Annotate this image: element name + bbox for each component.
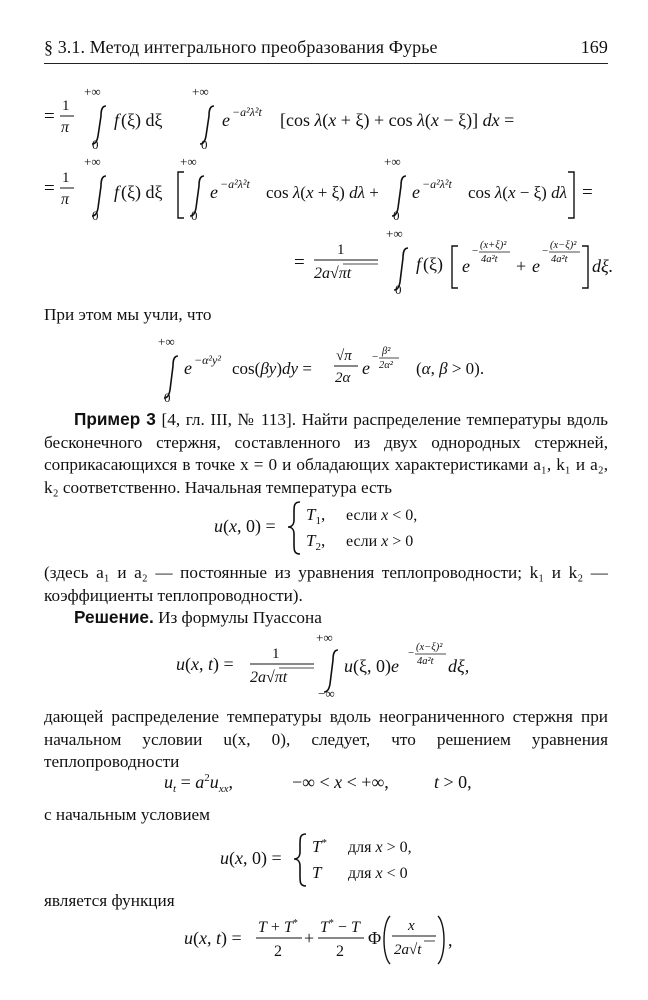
equation-2 (44, 150, 604, 225)
note-paragraph: (здесь a₁ и a₂ — постоянные из уравнения теплопроводности; k₁ и k₂ — коэффициенты теплопроводности). (44, 563, 608, 605)
svg-text:t > 0,: t > 0, (434, 772, 472, 792)
svg-text:+: + (516, 256, 527, 276)
svg-text:cos λ(x + ξ) dλ +: cos λ(x + ξ) dλ + (266, 183, 379, 202)
svg-text:T: T (312, 863, 322, 882)
svg-text:−∞: −∞ (318, 686, 335, 701)
svg-text:f: f (114, 110, 120, 130)
example-label: Пример 3 (74, 409, 156, 429)
svg-text:0: 0 (92, 208, 99, 223)
svg-text:e: e (222, 110, 230, 130)
svg-text:u(x, 0) =: u(x, 0) = (220, 848, 282, 868)
svg-text:0: 0 (201, 137, 208, 152)
paragraph-after-poisson: дающей распределение температуры вдоль неограниченного стержня при начальном условии u(x, 0), следует, что решением уравнения теплопроводности (44, 707, 608, 771)
svg-text:2a√πt: 2a√πt (250, 669, 288, 686)
svg-text:2a√t: 2a√t (394, 942, 422, 958)
svg-text:если x > 0: если x > 0 (346, 533, 414, 550)
svg-text:(x−ξ)²: (x−ξ)² (550, 240, 577, 251)
svg-text:0: 0 (393, 208, 400, 223)
svg-text:1: 1 (272, 646, 280, 662)
svg-text:cos(βy)dy =: cos(βy)dy = (232, 359, 312, 378)
svg-text:=: = (44, 178, 55, 199)
example-3-paragraph (44, 408, 608, 499)
svg-text:−: − (472, 245, 479, 257)
svg-text:f: f (416, 254, 422, 274)
svg-text:dξ,: dξ, (448, 656, 470, 676)
svg-text:T1,: $T_1$, (306, 505, 326, 527)
svg-text:T + T*: T + T* (258, 918, 298, 936)
svg-text:4a²t: 4a²t (551, 254, 568, 265)
svg-text:=: = (44, 106, 55, 127)
svg-text:(α, β > 0).: (α, β > 0). (416, 359, 485, 378)
svg-text:+∞: +∞ (316, 630, 333, 645)
svg-text:0: 0 (395, 282, 402, 297)
svg-text:4a²t: 4a²t (481, 254, 498, 265)
svg-text:T2,: $T_2$, (306, 531, 326, 553)
equation-5 (214, 496, 454, 558)
svg-text:+∞: +∞ (180, 154, 197, 169)
svg-text:=: = (294, 252, 305, 273)
svg-text:ut = a2uxx,: $u_t = a^2u_{xx}$, (164, 772, 233, 795)
svg-text:u(x, t) =: u(x, t) = (184, 928, 242, 948)
svg-text:π: π (61, 191, 70, 208)
svg-text:−∞ < x < +∞,: −∞ < x < +∞, (292, 772, 389, 792)
svg-text:−a²λ²t: −a²λ²t (422, 177, 452, 191)
svg-text:T*: T* (312, 837, 327, 856)
svg-text:e: e (184, 358, 192, 378)
svg-text:=: = (582, 182, 593, 203)
paragraph-initial-condition: с начальным условием (44, 805, 211, 824)
svg-text:4a²t: 4a²t (417, 656, 434, 667)
svg-text:e: e (362, 358, 370, 378)
svg-text:0: 0 (164, 390, 171, 405)
equation-9 (184, 908, 484, 972)
svg-text:2α: 2α (335, 370, 351, 386)
equation-1 (44, 80, 564, 150)
svg-text:u(ξ, 0)e: u(ξ, 0)e (344, 656, 400, 676)
solution-body: Из формулы Пуассона (158, 608, 322, 627)
svg-text:Φ: Φ (368, 928, 382, 948)
header-rule (44, 63, 608, 64)
svg-text:,: , (448, 930, 453, 950)
svg-text:+: + (304, 928, 315, 948)
svg-text:+∞: +∞ (84, 84, 101, 99)
paragraph-function: является функция (44, 891, 175, 910)
svg-text:dξ.: dξ. (592, 256, 614, 276)
svg-text:2a√πt: 2a√πt (314, 265, 352, 282)
example-body: Найти распределение температуры вдоль бесконечного стержня, составленного из двух однородных стержней, соприкасающихся в точке x = 0 и обладающих характеристиками a₁, k₁ и a₂, k₂ соответственно. Начальная температура есть (44, 410, 609, 497)
svg-text:T* − T: T* − T (320, 918, 360, 936)
equation-4 (150, 330, 510, 406)
svg-text:e: e (462, 256, 470, 276)
svg-text:2: 2 (336, 943, 344, 960)
svg-text:cos λ(x − ξ) dλ: cos λ(x − ξ) dλ (468, 183, 567, 202)
svg-text:(x−ξ)²: (x−ξ)² (416, 642, 443, 653)
svg-text:β²: β² (382, 346, 391, 357)
svg-text:1: 1 (62, 98, 70, 114)
svg-text:e: e (532, 256, 540, 276)
page-number: 169 (580, 37, 608, 57)
svg-text:(ξ) dξ: (ξ) dξ (121, 182, 163, 202)
svg-text:+∞: +∞ (192, 84, 209, 99)
svg-text:−α²y²: −α²y² (194, 353, 221, 367)
svg-text:[cos λ(x + ξ) + cos λ(x − ξ)]: [cos λ(x + ξ) + cos λ(x − ξ)] dx = (280, 110, 515, 130)
equation-7 (164, 768, 494, 798)
svg-text:−: − (408, 647, 415, 659)
svg-text:√π: √π (336, 348, 352, 364)
svg-text:для x > 0,: для x > 0, (348, 839, 412, 856)
svg-text:e: e (412, 182, 420, 202)
running-head-title: § 3.1. Метод интегрального преобразования Фурье (44, 37, 438, 57)
svg-text:−: − (542, 245, 549, 257)
svg-text:+∞: +∞ (386, 226, 403, 241)
svg-text:0: 0 (92, 137, 99, 152)
example-reference: [4, гл. III, № 113]. (161, 410, 297, 429)
svg-text:+∞: +∞ (384, 154, 401, 169)
svg-text:+∞: +∞ (84, 154, 101, 169)
svg-text:1: 1 (62, 170, 70, 186)
solution-label: Решение. (74, 607, 154, 627)
svg-text:если x < 0,: если x < 0, (346, 507, 418, 524)
svg-text:x: x (408, 918, 415, 934)
svg-text:2α²: 2α² (379, 360, 393, 371)
equation-6 (176, 626, 476, 704)
svg-text:−a²λ²t: −a²λ²t (232, 105, 262, 119)
svg-text:(ξ) dξ: (ξ) dξ (121, 110, 163, 130)
svg-text:0: 0 (191, 208, 198, 223)
svg-text:−a²λ²t: −a²λ²t (220, 177, 250, 191)
svg-text:1: 1 (337, 242, 345, 258)
svg-text:+∞: +∞ (158, 334, 175, 349)
svg-text:−: − (372, 351, 379, 363)
svg-text:e: e (210, 182, 218, 202)
svg-text:u(x, t) =: u(x, t) = (176, 654, 234, 674)
svg-text:u(x, 0) =: u(x, 0) = (214, 516, 276, 536)
svg-text:(x+ξ)²: (x+ξ)² (480, 240, 507, 251)
equation-8 (220, 828, 460, 890)
svg-text:2: 2 (274, 943, 282, 960)
svg-text:(ξ): (ξ) (423, 254, 444, 274)
svg-text:f: f (114, 182, 120, 202)
equation-3 (44, 222, 614, 300)
paragraph-remark: При этом мы учли, что (44, 305, 212, 324)
svg-text:для x < 0: для x < 0 (348, 865, 408, 882)
svg-text:π: π (61, 119, 70, 136)
